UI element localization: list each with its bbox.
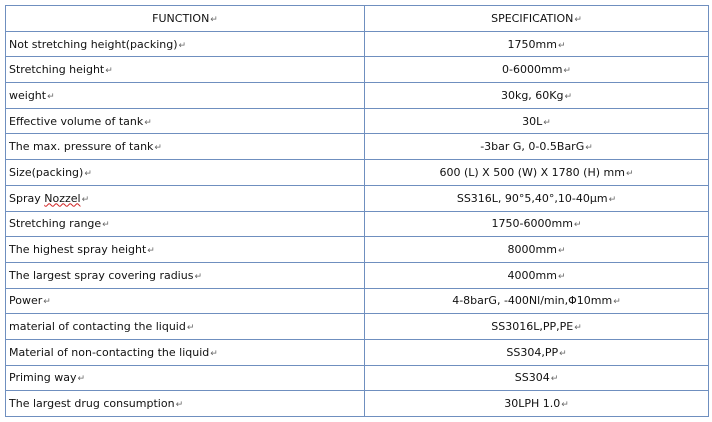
table-row bbox=[6, 237, 709, 263]
specification-value: 30L bbox=[522, 114, 543, 128]
function-label: Effective volume of tank bbox=[9, 114, 144, 128]
table-row bbox=[6, 262, 709, 288]
function-cell bbox=[6, 108, 365, 134]
header-specification-label: SPECIFICATION bbox=[491, 11, 574, 25]
function-label: Stretching range bbox=[9, 217, 102, 231]
function-cell bbox=[6, 314, 365, 340]
header-function-cell bbox=[6, 6, 365, 32]
table-row bbox=[6, 339, 709, 365]
function-cell bbox=[6, 288, 365, 314]
function-cell bbox=[6, 339, 365, 365]
paragraph-mark-icon: ↵ bbox=[557, 246, 566, 257]
function-cell bbox=[6, 160, 365, 186]
table-row bbox=[6, 314, 709, 340]
function-label: Material of non-contacting the liquid bbox=[9, 345, 210, 359]
specification-cell bbox=[365, 57, 709, 83]
function-label: weight bbox=[9, 88, 47, 102]
specification-table-body bbox=[6, 6, 709, 417]
function-cell bbox=[6, 237, 365, 263]
specification-value: 4000mm bbox=[507, 268, 557, 282]
specification-cell bbox=[365, 262, 709, 288]
paragraph-mark-icon: ↵ bbox=[210, 14, 218, 25]
function-label: Size(packing) bbox=[9, 165, 84, 179]
specification-cell bbox=[365, 31, 709, 57]
specification-value: 0-6000mm bbox=[502, 63, 563, 77]
specification-value: 1750mm bbox=[507, 37, 557, 51]
table-row bbox=[6, 160, 709, 186]
paragraph-mark-icon: ↵ bbox=[559, 348, 567, 359]
specification-cell bbox=[365, 185, 709, 211]
function-label: The max. pressure of tank bbox=[9, 140, 154, 154]
table-row bbox=[6, 185, 709, 211]
function-cell bbox=[6, 262, 365, 288]
paragraph-mark-icon: ↵ bbox=[147, 246, 155, 257]
specification-cell bbox=[365, 339, 709, 365]
paragraph-mark-icon: ↵ bbox=[102, 220, 110, 231]
specification-cell bbox=[365, 288, 709, 314]
specification-cell bbox=[365, 83, 709, 109]
table-row bbox=[6, 134, 709, 160]
function-cell bbox=[6, 57, 365, 83]
function-cell bbox=[6, 83, 365, 109]
specification-cell bbox=[365, 108, 709, 134]
function-cell bbox=[6, 134, 365, 160]
table-row bbox=[6, 83, 709, 109]
specification-value: SS304,PP bbox=[506, 345, 559, 359]
paragraph-mark-icon: ↵ bbox=[574, 14, 582, 25]
paragraph-mark-icon: ↵ bbox=[564, 91, 573, 102]
function-label: The largest drug consumption bbox=[9, 397, 175, 411]
function-cell bbox=[6, 211, 365, 237]
function-label: Power bbox=[9, 294, 43, 308]
specification-value: SS316L, 90°5,40°,10-40μm bbox=[456, 191, 608, 205]
table-row bbox=[6, 365, 709, 391]
paragraph-mark-icon: ↵ bbox=[186, 323, 195, 334]
specification-cell bbox=[365, 237, 709, 263]
function-cell bbox=[6, 391, 365, 417]
function-label: Priming way bbox=[9, 371, 77, 385]
specification-cell bbox=[365, 365, 709, 391]
function-label: Spray bbox=[9, 191, 45, 205]
paragraph-mark-icon: ↵ bbox=[557, 271, 566, 282]
specification-cell bbox=[365, 211, 709, 237]
paragraph-mark-icon: ↵ bbox=[585, 143, 593, 154]
function-cell bbox=[6, 185, 365, 211]
paragraph-mark-icon: ↵ bbox=[561, 400, 569, 411]
paragraph-mark-icon: ↵ bbox=[84, 168, 92, 179]
header-function-label: FUNCTION bbox=[152, 11, 210, 25]
paragraph-mark-icon: ↵ bbox=[608, 194, 617, 205]
function-cell bbox=[6, 365, 365, 391]
paragraph-mark-icon: ↵ bbox=[613, 297, 621, 308]
function-label: material of contacting the liquid bbox=[9, 320, 186, 334]
table-row bbox=[6, 211, 709, 237]
header-specification-cell bbox=[365, 6, 709, 32]
specification-value: SS3016L,PP,PE bbox=[491, 320, 574, 334]
table-row bbox=[6, 391, 709, 417]
paragraph-mark-icon: ↵ bbox=[543, 117, 551, 128]
table-row bbox=[6, 108, 709, 134]
specification-cell bbox=[365, 314, 709, 340]
table-row bbox=[6, 57, 709, 83]
specification-value: 30kg, 60Kg bbox=[500, 88, 564, 102]
paragraph-mark-icon: ↵ bbox=[625, 168, 634, 179]
function-label: Not stretching height(packing) bbox=[9, 37, 178, 51]
function-label: The largest spray covering radius bbox=[9, 268, 194, 282]
paragraph-mark-icon: ↵ bbox=[47, 91, 55, 102]
function-cell bbox=[6, 31, 365, 57]
paragraph-mark-icon: ↵ bbox=[77, 374, 86, 385]
specification-cell bbox=[365, 391, 709, 417]
paragraph-mark-icon: ↵ bbox=[105, 66, 113, 77]
paragraph-mark-icon: ↵ bbox=[557, 40, 566, 51]
paragraph-mark-icon: ↵ bbox=[81, 194, 90, 205]
paragraph-mark-icon: ↵ bbox=[178, 40, 187, 51]
specification-value: 600 (L) X 500 (W) X 1780 (H) mm bbox=[439, 165, 625, 179]
paragraph-mark-icon: ↵ bbox=[563, 66, 571, 77]
paragraph-mark-icon: ↵ bbox=[175, 400, 184, 411]
specification-value: SS304 bbox=[514, 371, 550, 385]
function-label: Stretching height bbox=[9, 63, 105, 77]
spellcheck-flagged-word: Nozzel bbox=[44, 191, 81, 205]
specification-table bbox=[5, 5, 709, 417]
paragraph-mark-icon: ↵ bbox=[144, 117, 152, 128]
specification-value: 1750-6000mm bbox=[491, 217, 573, 231]
table-row bbox=[6, 31, 709, 57]
specification-value: 4-8barG, -400Nl/min,Φ10mm bbox=[452, 294, 613, 308]
paragraph-mark-icon: ↵ bbox=[550, 374, 559, 385]
table-header-row bbox=[6, 6, 709, 32]
paragraph-mark-icon: ↵ bbox=[573, 220, 582, 231]
paragraph-mark-icon: ↵ bbox=[194, 271, 202, 282]
function-label: The highest spray height bbox=[9, 243, 147, 257]
specification-value: 8000mm bbox=[507, 243, 557, 257]
specification-cell bbox=[365, 160, 709, 186]
paragraph-mark-icon: ↵ bbox=[43, 297, 51, 308]
paragraph-mark-icon: ↵ bbox=[210, 348, 218, 359]
paragraph-mark-icon: ↵ bbox=[154, 143, 162, 154]
specification-value: -3bar G, 0-0.5BarG bbox=[480, 140, 585, 154]
paragraph-mark-icon: ↵ bbox=[574, 323, 582, 334]
specification-value: 30LPH 1.0 bbox=[504, 397, 561, 411]
table-row bbox=[6, 288, 709, 314]
specification-cell bbox=[365, 134, 709, 160]
